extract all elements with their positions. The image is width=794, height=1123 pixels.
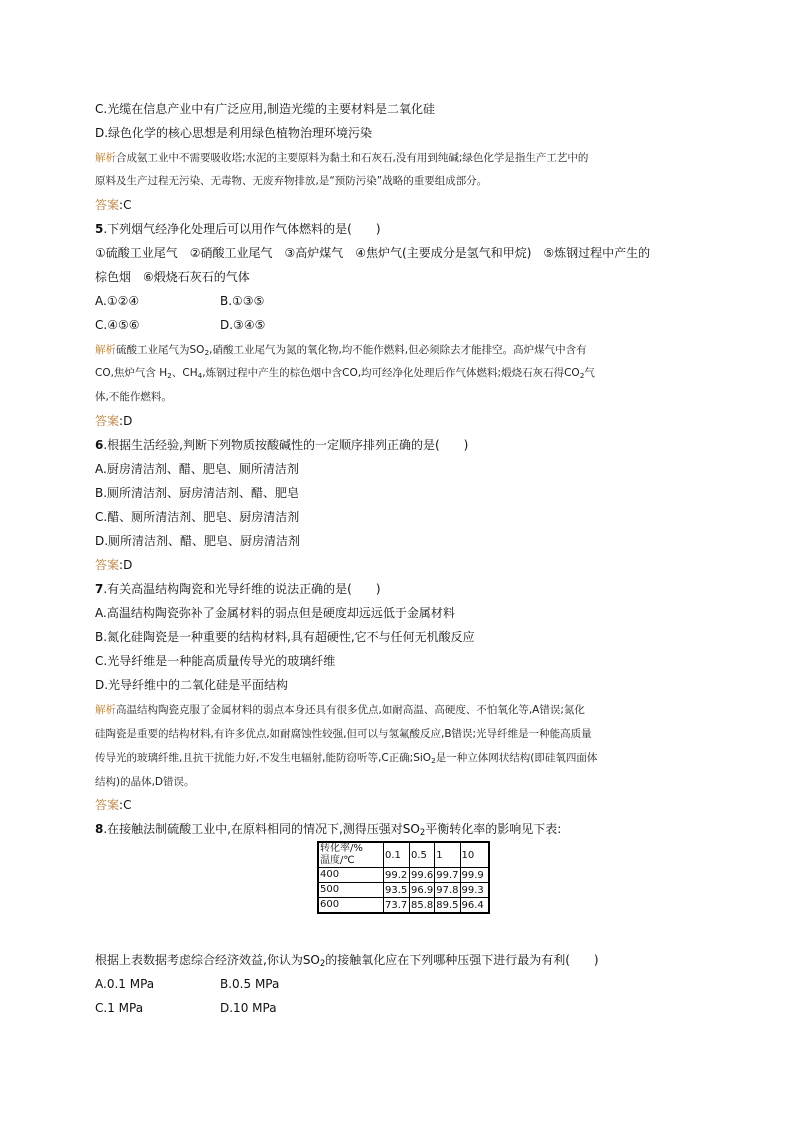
table-corner-header: 转化率/% 温度/℃ <box>318 842 384 868</box>
q8-option-b: B.0.5 MPa <box>220 977 280 991</box>
q5-stem: 5.下列烟气经净化处理后可以用作气体燃料的是( ) <box>95 222 381 236</box>
value-cell: 73.7 <box>384 898 410 914</box>
q5-items: 棕色烟 ⑥煅烧石灰石的气体 <box>95 270 250 284</box>
q6-option-c: C.醋、厕所清洁剂、肥皂、厨房清洁剂 <box>95 510 300 524</box>
table-header-row <box>318 842 489 868</box>
q8-option-d: D.10 MPa <box>220 1001 277 1015</box>
q7-option-b: B.氮化硅陶瓷是一种重要的结构材料,具有超硬性,它不与任何无机酸反应 <box>95 630 475 644</box>
q4-option-c: C.光缆在信息产业中有广泛应用,制造光缆的主要材料是二氧化硅 <box>95 102 436 116</box>
q7-explanation-line: 解析高温结构陶瓷克服了金属材料的弱点本身还具有很多优点,如耐高温、高硬度、不怕氧化等,A错误;氮化 <box>95 704 585 716</box>
q6-stem: 6.根据生活经验,判断下列物质按酸碱性的一定顺序排列正确的是( ) <box>95 438 469 452</box>
q8-option-a: A.0.1 MPa <box>95 977 155 991</box>
q4-answer: 答案:C <box>95 198 132 212</box>
temperature-cell: 400 <box>318 868 384 883</box>
q5-option-d: D.③④⑤ <box>220 318 266 332</box>
pressure-header: 1 <box>435 842 460 868</box>
q7-explanation-line: 硅陶瓷是重要的结构材料,有许多优点,如耐腐蚀性较强,但可以与氢氟酸反应,B错误;光导纤维是一种能高质量 <box>95 728 592 740</box>
q7-explanation-line: 传导光的玻璃纤维,且抗干扰能力好,不发生电辐射,能防窃听等,C正确;SiO$_2$是一种立体网状结构(即硅氧四面体 <box>95 752 598 765</box>
q5-explanation-line: 解析硫酸工业尾气为$SO_2$,硝酸工业尾气为氮的氧化物,均不能作燃料,但必须除去才能排空。高炉煤气中含有 <box>95 344 587 357</box>
q8-stem: 8.在接触法制硫酸工业中,在原料相同的情况下,测得压强对$SO_2$平衡转化率的影响见下表: <box>95 822 562 837</box>
q5-option-c: C.④⑤⑥ <box>95 318 140 332</box>
q4-explanation-line: 解析合成氨工业中不需要吸收塔;水泥的主要原料为黏土和石灰石,没有用到纯碱;绿色化学是指生产工艺中的 <box>95 152 589 164</box>
q8-question: 根据上表数据考虑综合经济效益,你认为$SO_2$的接触氧化应在下列哪种压强下进行最为有利( ) <box>95 953 599 968</box>
q7-answer: 答案:C <box>95 798 132 812</box>
q6-option-b: B.厕所清洁剂、厨房清洁剂、醋、肥皂 <box>95 486 300 500</box>
table-row <box>318 868 489 883</box>
value-cell: 99.9 <box>460 868 489 883</box>
value-cell: 97.8 <box>436 884 459 896</box>
value-cell: 99.7 <box>436 869 459 881</box>
q7-option-a: A.高温结构陶瓷弥补了金属材料的弱点但是硬度却远远低于金属材料 <box>95 606 455 620</box>
explanation-label: 解析 <box>95 152 116 164</box>
value-cell: 85.8 <box>410 898 435 914</box>
q5-answer: 答案:D <box>95 414 133 428</box>
q5-items: ①硫酸工业尾气 ②硝酸工业尾气 ③高炉煤气 ④焦炉气(主要成分是氢气和甲烷) ⑤炼钢过程中产生的 <box>95 246 651 260</box>
pressure-header: 0.5 <box>410 842 435 868</box>
value-cell: 99.3 <box>460 883 489 898</box>
q5-explanation-line: CO,焦炉气含 $H_2$、$CH_4$,炼钢过程中产生的棕色烟中含CO,均可经净化处理后作气体燃料;煅烧石灰石得$CO_2$气 <box>95 367 595 380</box>
pressure-header: 10 <box>460 842 489 868</box>
conversion-table <box>317 841 490 914</box>
q5-option-b: B.①③⑤ <box>220 294 265 308</box>
q4-option-d: D.绿色化学的核心思想是利用绿色植物治理环境污染 <box>95 126 373 140</box>
temperature-cell: 500 <box>318 883 384 898</box>
value-cell: 99.6 <box>411 869 434 881</box>
q5-explanation-line: 体,不能作燃料。 <box>95 391 172 403</box>
q8-option-c: C.1 MPa <box>95 1001 144 1015</box>
temperature-cell: 600 <box>318 898 384 914</box>
q7-explanation-line: 结构)的晶体,D错误。 <box>95 776 195 788</box>
q6-answer: 答案:D <box>95 558 133 572</box>
value-cell: 96.4 <box>460 898 489 914</box>
value-cell: 89.5 <box>435 898 460 914</box>
value-cell: 96.9 <box>411 884 434 896</box>
q5-option-a: A.①②④ <box>95 294 140 308</box>
q4-explanation-line: 原料及生产过程无污染、无毒物、无废弃物排放,是“预防污染”战略的重要组成部分。 <box>95 175 488 187</box>
q6-option-d: D.厕所清洁剂、醋、肥皂、厨房清洁剂 <box>95 534 301 548</box>
value-cell: 93.5 <box>384 883 410 898</box>
q7-option-c: C.光导纤维是一种能高质量传导光的玻璃纤维 <box>95 654 336 668</box>
q7-option-d: D.光导纤维中的二氧化硅是平面结构 <box>95 678 289 692</box>
q7-stem: 7.有关高温结构陶瓷和光导纤维的说法正确的是( ) <box>95 582 381 596</box>
table-row <box>318 883 489 898</box>
value-cell: 99.2 <box>384 868 410 883</box>
pressure-header: 0.1 <box>384 842 410 868</box>
table-row <box>318 898 489 914</box>
q6-option-a: A.厨房清洁剂、醋、肥皂、厕所清洁剂 <box>95 462 299 476</box>
